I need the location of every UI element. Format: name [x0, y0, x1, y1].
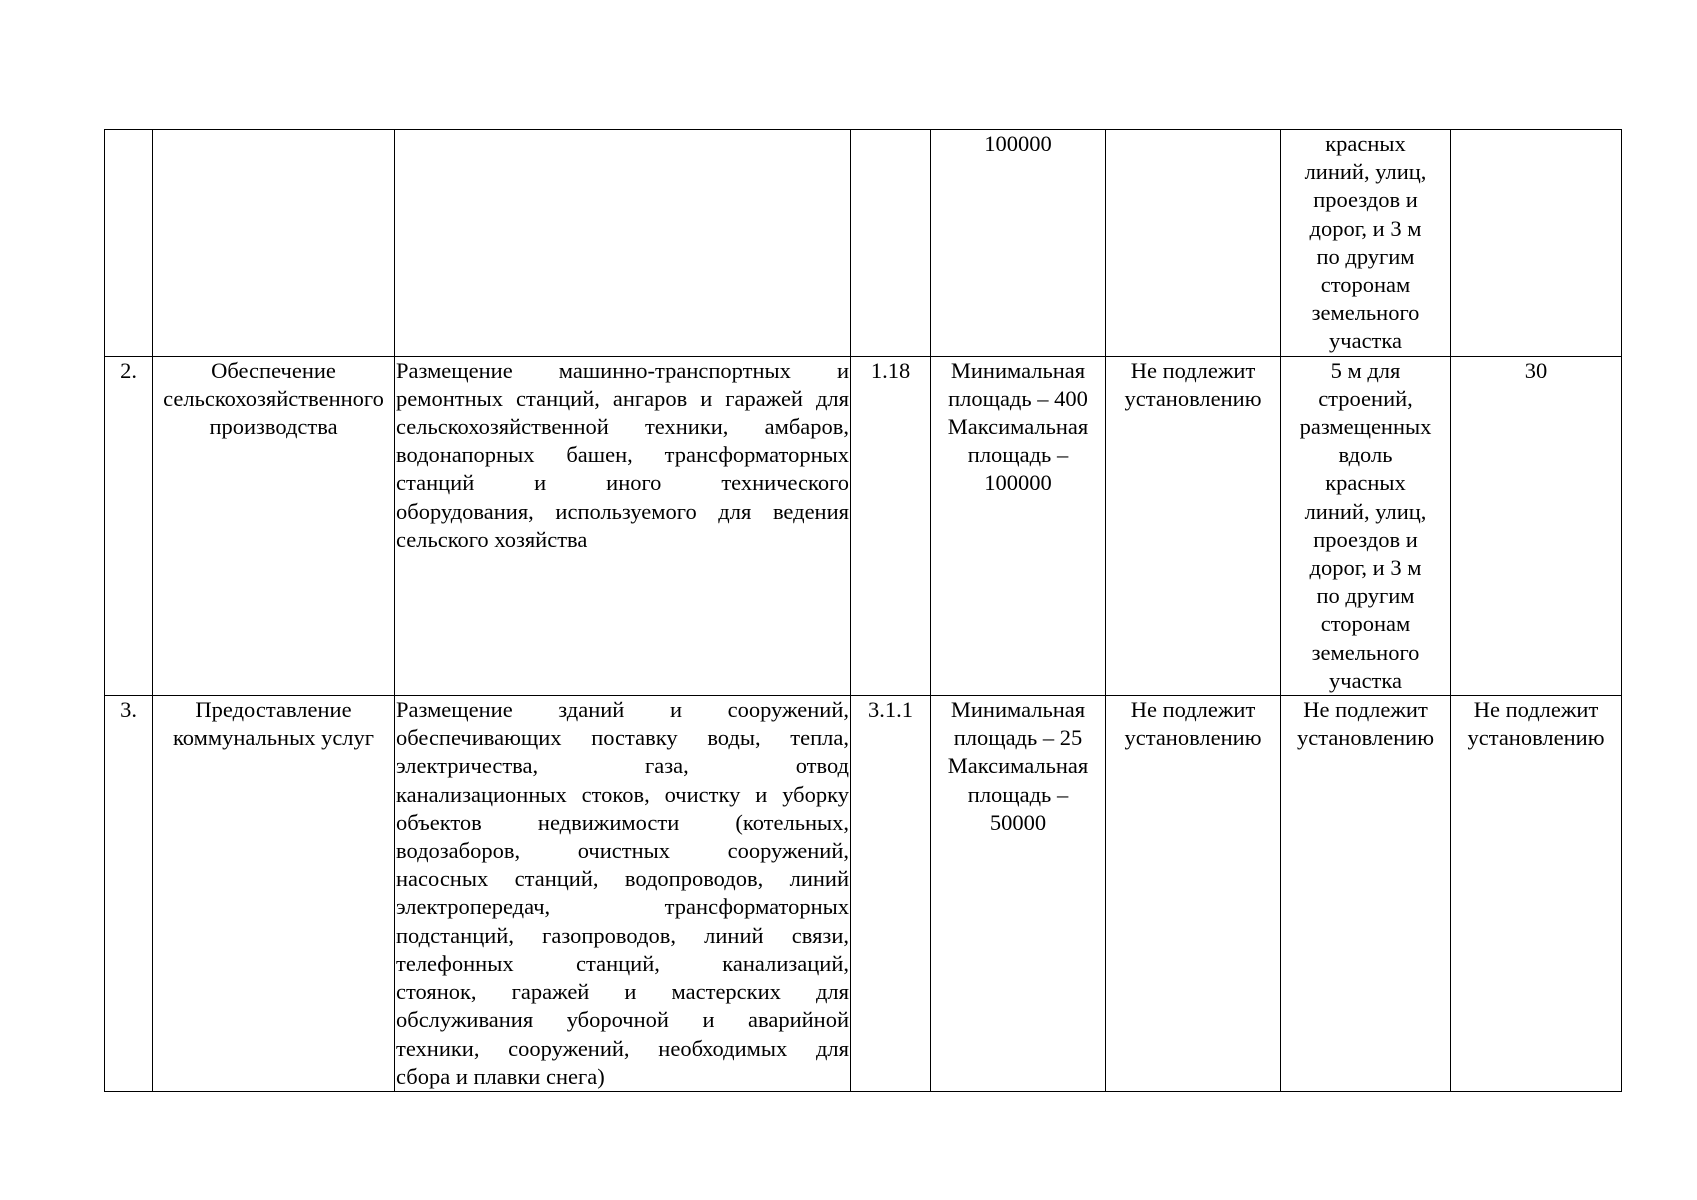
- plot-area-line: площадь –: [967, 781, 1069, 807]
- land-use-name-line: сельскохозяйственного: [163, 385, 384, 411]
- row-number-cell: [105, 356, 153, 695]
- setback-line: по другим: [1316, 583, 1415, 609]
- plot-area-line: площадь – 400: [948, 385, 1088, 411]
- description-line: Размещение зданий и сооружений,: [396, 697, 849, 723]
- setback-line: проездов и: [1313, 187, 1418, 213]
- setback-line: сторонам: [1320, 611, 1411, 637]
- floors-cell: [1106, 130, 1281, 357]
- description-line: водозаборов, очистных сооружений,: [396, 838, 849, 864]
- row-number-cell: [105, 130, 153, 357]
- land-use-description-cell: [395, 696, 851, 1092]
- plot-area-cell: [931, 130, 1106, 357]
- setback-line: красных: [1325, 470, 1406, 496]
- land-use-code-cell: [851, 130, 931, 357]
- setback-line: линий, улиц,: [1304, 159, 1427, 185]
- building-coverage-line: установлению: [1467, 725, 1605, 751]
- description-line: подстанций, газопроводов, линий связи,: [396, 922, 849, 948]
- description-line: насосных станций, водопроводов, линий: [396, 866, 849, 892]
- building-coverage-cell: [1451, 356, 1622, 695]
- floors-line: Не подлежит: [1130, 697, 1256, 723]
- building-coverage-cell: [1451, 696, 1622, 1092]
- land-use-description-cell: [395, 356, 851, 695]
- floors-line: установлению: [1124, 385, 1262, 411]
- land-use-code-cell: [851, 696, 931, 1092]
- land-use-code-cell: [851, 356, 931, 695]
- land-use-name-cell: [153, 130, 395, 357]
- description-line: обслуживания уборочной и аварийной: [396, 1007, 849, 1033]
- plot-area-line: площадь –: [967, 442, 1069, 468]
- description-line: канализационных стоков, очистку и уборку: [396, 781, 849, 807]
- description-line: водонапорных башен, трансформаторных: [396, 442, 849, 468]
- description-line: техники, сооружений, необходимых для: [396, 1035, 849, 1061]
- description-line: станций и иного технического: [396, 470, 849, 496]
- description-line: стоянок, гаражей и мастерских для: [396, 979, 849, 1005]
- plot-area-line: 100000: [984, 470, 1052, 496]
- row-number: 2.: [120, 357, 137, 383]
- setback-line: земельного: [1311, 639, 1420, 665]
- setback-line: дорог, и 3 м: [1309, 555, 1422, 581]
- land-use-name-line: коммунальных услуг: [172, 725, 375, 751]
- setback-line: 5 м для: [1330, 357, 1401, 383]
- setback-line: вдоль: [1338, 442, 1393, 468]
- setback-line: участка: [1329, 667, 1402, 693]
- floors-cell: [1106, 356, 1281, 695]
- land-use-name-cell: [153, 696, 395, 1092]
- plot-area-line: площадь – 25: [953, 725, 1083, 751]
- description-line: сбора и плавки снега): [396, 1063, 605, 1089]
- plot-area-line: 100000: [984, 131, 1052, 156]
- plot-area-line: Минимальная: [950, 357, 1086, 383]
- description-line: электропередач, трансформаторных: [396, 894, 849, 920]
- description-line: сельскохозяйственной техники, амбаров,: [396, 414, 849, 440]
- plot-area-cell: [931, 696, 1106, 1092]
- description-line: ремонтных станций, ангаров и гаражей для: [396, 385, 849, 411]
- description-line: объектов недвижимости (котельных,: [396, 809, 849, 835]
- description-line: телефонных станций, канализаций,: [396, 950, 849, 976]
- description-line: электричества, газа, отвод: [396, 753, 849, 779]
- description-line: оборудования, используемого для ведения: [396, 498, 849, 524]
- description-line: обеспечивающих поставку воды, тепла,: [396, 725, 849, 751]
- land-use-code: 3.1.1: [868, 697, 913, 723]
- land-use-code: 1.18: [870, 357, 911, 383]
- table-row: [105, 130, 1622, 357]
- zoning-table: [104, 129, 1622, 1092]
- floors-cell: [1106, 696, 1281, 1092]
- plot-area-line: Максимальная: [947, 414, 1089, 440]
- setback-line: участка: [1329, 328, 1402, 354]
- setback-cell: [1281, 356, 1451, 695]
- plot-area-line: Минимальная: [950, 697, 1086, 723]
- setback-line: линий, улиц,: [1304, 498, 1427, 524]
- floors-line: Не подлежит: [1130, 357, 1256, 383]
- land-use-name-line: Предоставление: [195, 697, 352, 723]
- setback-cell: [1281, 130, 1451, 357]
- land-use-name-line: производства: [209, 414, 338, 440]
- setback-line: по другим: [1316, 243, 1415, 269]
- land-use-name-cell: [153, 356, 395, 695]
- row-number-cell: [105, 696, 153, 1092]
- plot-area-line: Максимальная: [947, 753, 1089, 779]
- setback-line: земельного: [1311, 300, 1420, 326]
- setback-line: размещенных: [1299, 414, 1432, 440]
- plot-area-line: 50000: [989, 809, 1047, 835]
- setback-line: строений,: [1318, 385, 1413, 411]
- table-row: [105, 356, 1622, 695]
- land-use-name-line: Обеспечение: [211, 357, 336, 383]
- setback-line: проездов и: [1313, 526, 1418, 552]
- setback-line: дорог, и 3 м: [1309, 215, 1422, 241]
- table-row: [105, 696, 1622, 1092]
- setback-line: красных: [1325, 131, 1406, 156]
- setback-line: сторонам: [1320, 272, 1411, 298]
- building-coverage-line: 30: [1524, 357, 1548, 383]
- land-use-description-cell: [395, 130, 851, 357]
- setback-line: установлению: [1296, 725, 1435, 751]
- building-coverage-line: Не подлежит: [1473, 697, 1599, 723]
- description-line: сельского хозяйства: [396, 526, 588, 552]
- setback-line: Не подлежит: [1303, 697, 1428, 723]
- row-number: 3.: [120, 697, 137, 723]
- setback-cell: [1281, 696, 1451, 1092]
- plot-area-cell: [931, 356, 1106, 695]
- description-line: Размещение машинно-транспортных и: [396, 357, 849, 383]
- floors-line: установлению: [1124, 725, 1262, 751]
- building-coverage-cell: [1451, 130, 1622, 357]
- table-body: [105, 130, 1622, 1092]
